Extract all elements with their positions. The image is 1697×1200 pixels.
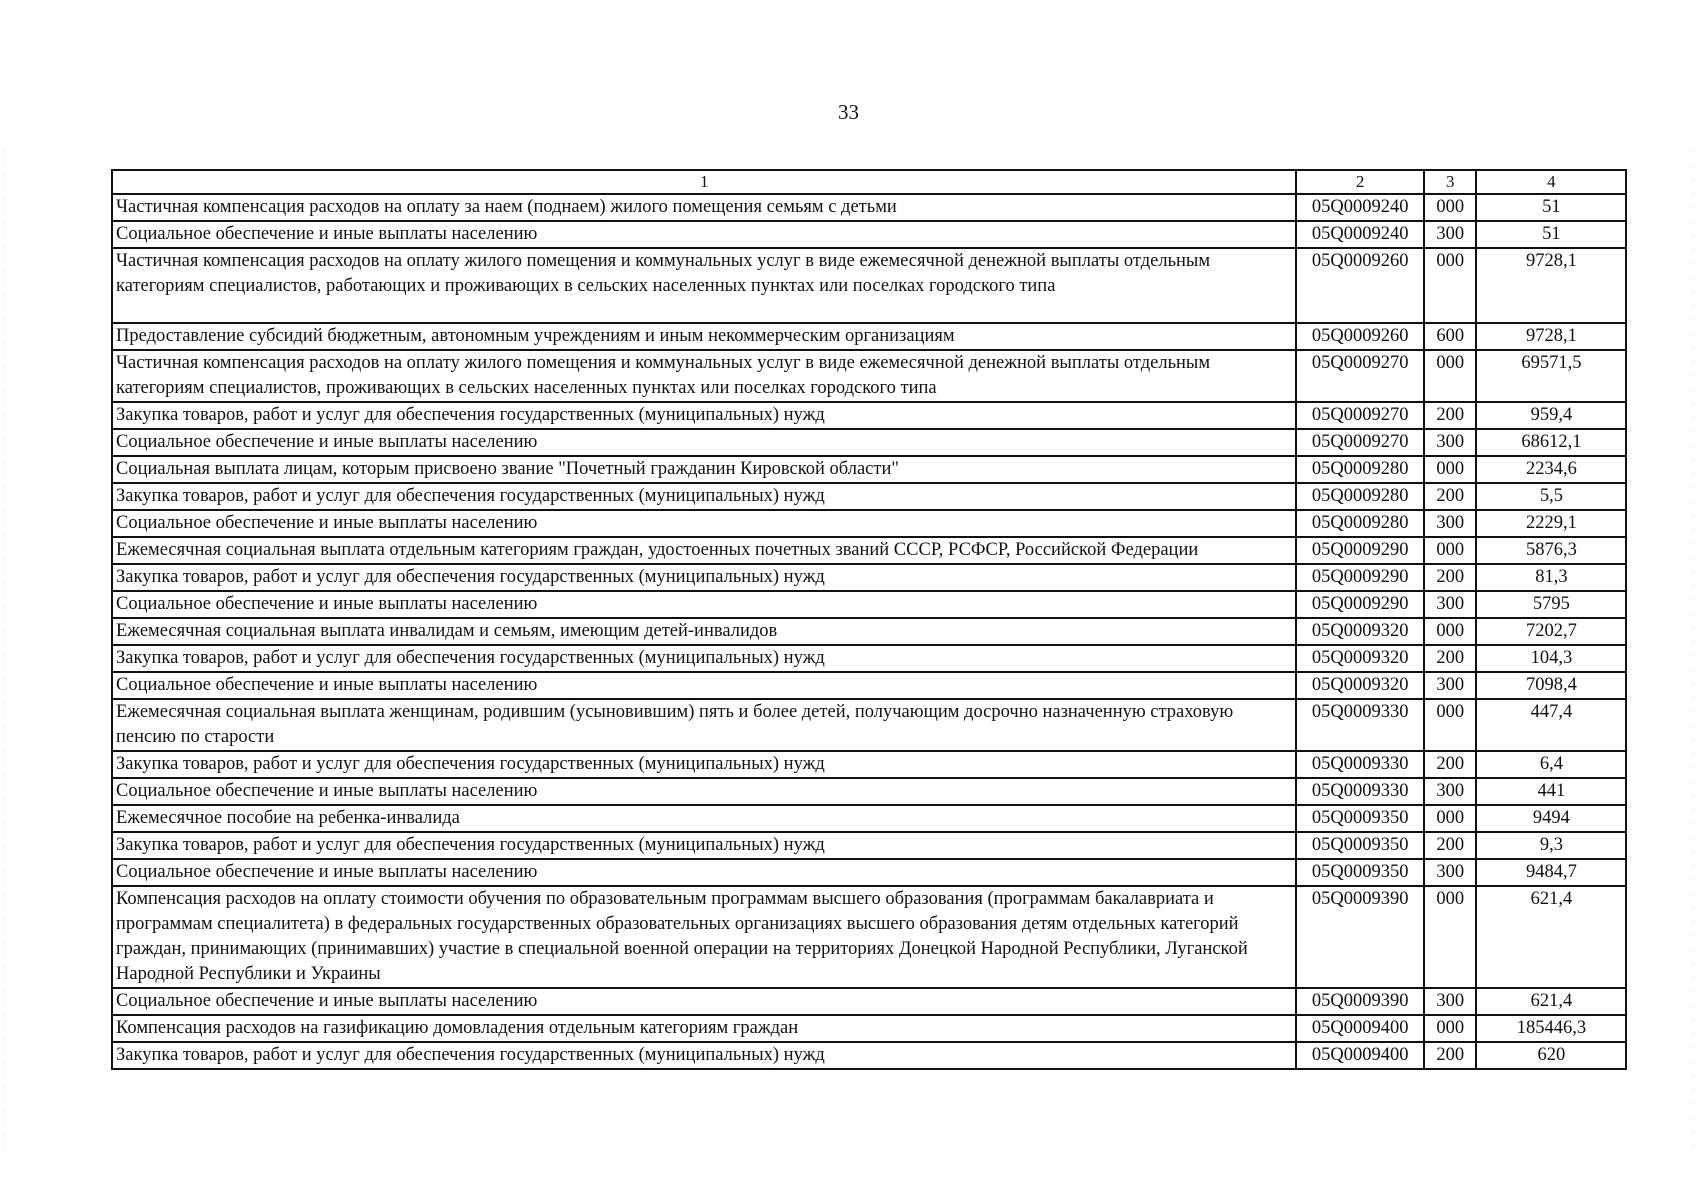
row-sum-cell: 69571,5 [1476,350,1626,402]
row-name-cell: Социальное обеспечение и иные выплаты населению [112,672,1296,699]
table-row [112,805,1626,832]
table-row [112,456,1626,483]
row-code-cell: 05Q0009240 [1296,194,1424,221]
row-code-cell: 05Q0009240 [1296,221,1424,248]
row-sum-cell: 5,5 [1476,483,1626,510]
row-sum-cell: 5876,3 [1476,537,1626,564]
row-type-cell: 200 [1424,751,1476,778]
table-row [112,1042,1626,1069]
table-row [112,248,1626,323]
row-type-cell: 200 [1424,564,1476,591]
row-type-cell: 300 [1424,672,1476,699]
row-sum-cell: 7202,7 [1476,618,1626,645]
table-row [112,221,1626,248]
row-name-cell: Ежемесячное пособие на ребенка-инвалида [112,805,1296,832]
row-sum-cell: 51 [1476,194,1626,221]
row-name-cell: Социальное обеспечение и иные выплаты населению [112,859,1296,886]
row-sum-cell: 9494 [1476,805,1626,832]
row-name-cell: Ежемесячная социальная выплата отдельным категориям граждан, удостоенных почетных званий СССР, РСФСР, Российской Федерации [112,537,1296,564]
row-sum-cell: 959,4 [1476,402,1626,429]
row-type-cell: 000 [1424,618,1476,645]
row-name-cell: Закупка товаров, работ и услуг для обеспечения государственных (муниципальных) нужд [112,832,1296,859]
row-name-cell: Частичная компенсация расходов на оплату жилого помещения и коммунальных услуг в виде ежемесячной денежной выплаты отдельным категориям специалистов, работающих и проживающих в сельских населенных пунктах или поселках городского типа [112,248,1296,323]
row-name-cell: Социальная выплата лицам, которым присвоено звание "Почетный гражданин Кировской области" [112,456,1296,483]
row-sum-cell: 2229,1 [1476,510,1626,537]
row-sum-cell: 447,4 [1476,699,1626,751]
table-row [112,402,1626,429]
row-code-cell: 05Q0009330 [1296,751,1424,778]
row-name-cell: Предоставление субсидий бюджетным, автономным учреждениям и иным некоммерческим организациям [112,323,1296,350]
row-code-cell: 05Q0009400 [1296,1015,1424,1042]
row-type-cell: 200 [1424,832,1476,859]
row-type-cell: 200 [1424,402,1476,429]
row-code-cell: 05Q0009290 [1296,564,1424,591]
budget-table [111,169,1627,1070]
row-type-cell: 000 [1424,248,1476,323]
row-sum-cell: 9728,1 [1476,248,1626,323]
row-sum-cell: 6,4 [1476,751,1626,778]
row-name-cell: Закупка товаров, работ и услуг для обеспечения государственных (муниципальных) нужд [112,483,1296,510]
row-code-cell: 05Q0009260 [1296,248,1424,323]
row-type-cell: 000 [1424,699,1476,751]
row-name-cell: Закупка товаров, работ и услуг для обеспечения государственных (муниципальных) нужд [112,645,1296,672]
table-header-row [112,170,1626,194]
row-sum-cell: 621,4 [1476,988,1626,1015]
table-row [112,194,1626,221]
row-type-cell: 300 [1424,429,1476,456]
row-code-cell: 05Q0009290 [1296,591,1424,618]
row-code-cell: 05Q0009270 [1296,402,1424,429]
row-code-cell: 05Q0009400 [1296,1042,1424,1069]
row-type-cell: 300 [1424,988,1476,1015]
row-sum-cell: 620 [1476,1042,1626,1069]
row-code-cell: 05Q0009270 [1296,350,1424,402]
table-row [112,323,1626,350]
row-name-cell: Закупка товаров, работ и услуг для обеспечения государственных (муниципальных) нужд [112,402,1296,429]
row-sum-cell: 185446,3 [1476,1015,1626,1042]
row-sum-cell: 5795 [1476,591,1626,618]
column-header-4: 4 [1476,170,1626,194]
table-row [112,832,1626,859]
row-name-cell: Социальное обеспечение и иные выплаты населению [112,510,1296,537]
row-sum-cell: 104,3 [1476,645,1626,672]
row-type-cell: 000 [1424,456,1476,483]
row-name-cell: Частичная компенсация расходов на оплату жилого помещения и коммунальных услуг в виде ежемесячной денежной выплаты отдельным категориям специалистов, проживающих в сельских населенных пунктах или поселках городского типа [112,350,1296,402]
row-code-cell: 05Q0009390 [1296,886,1424,988]
row-sum-cell: 9484,7 [1476,859,1626,886]
row-name-cell: Социальное обеспечение и иные выплаты населению [112,988,1296,1015]
table-row [112,564,1626,591]
row-code-cell: 05Q0009280 [1296,483,1424,510]
row-type-cell: 000 [1424,886,1476,988]
table-row [112,510,1626,537]
table-row [112,350,1626,402]
row-sum-cell: 81,3 [1476,564,1626,591]
row-type-cell: 300 [1424,859,1476,886]
row-sum-cell: 9,3 [1476,832,1626,859]
row-type-cell: 200 [1424,1042,1476,1069]
row-code-cell: 05Q0009350 [1296,832,1424,859]
row-code-cell: 05Q0009390 [1296,988,1424,1015]
row-name-cell: Социальное обеспечение и иные выплаты населению [112,778,1296,805]
row-code-cell: 05Q0009350 [1296,859,1424,886]
row-type-cell: 000 [1424,350,1476,402]
table-row [112,618,1626,645]
row-name-cell: Ежемесячная социальная выплата инвалидам и семьям, имеющим детей-инвалидов [112,618,1296,645]
row-code-cell: 05Q0009350 [1296,805,1424,832]
row-type-cell: 000 [1424,537,1476,564]
table-row [112,859,1626,886]
row-type-cell: 300 [1424,591,1476,618]
row-code-cell: 05Q0009320 [1296,618,1424,645]
row-name-cell: Социальное обеспечение и иные выплаты населению [112,429,1296,456]
table-row [112,537,1626,564]
column-header-2: 2 [1296,170,1424,194]
row-name-cell: Компенсация расходов на газификацию домовладения отдельным категориям граждан [112,1015,1296,1042]
row-code-cell: 05Q0009320 [1296,645,1424,672]
table-row [112,886,1626,988]
table-row [112,672,1626,699]
row-code-cell: 05Q0009260 [1296,323,1424,350]
row-type-cell: 000 [1424,1015,1476,1042]
row-type-cell: 300 [1424,221,1476,248]
row-sum-cell: 441 [1476,778,1626,805]
row-type-cell: 200 [1424,645,1476,672]
row-code-cell: 05Q0009330 [1296,778,1424,805]
row-name-cell: Закупка товаров, работ и услуг для обеспечения государственных (муниципальных) нужд [112,1042,1296,1069]
row-name-cell: Компенсация расходов на оплату стоимости обучения по образовательным программам высшего образования (программам бакалавриата и программам специалитета) в федеральных государственных образовательных организациях высшего образования детям отдельных категорий граждан, принимающих (принимавших) участие в специальной военной операции на территориях Донецкой Народной Республики, Луганской Народной Республики и Украины [112,886,1296,988]
row-name-cell: Закупка товаров, работ и услуг для обеспечения государственных (муниципальных) нужд [112,751,1296,778]
row-type-cell: 300 [1424,778,1476,805]
row-sum-cell: 621,4 [1476,886,1626,988]
row-name-cell: Частичная компенсация расходов на оплату за наем (поднаем) жилого помещения семьям с детьми [112,194,1296,221]
table-row [112,699,1626,751]
column-header-3: 3 [1424,170,1476,194]
row-code-cell: 05Q0009280 [1296,510,1424,537]
table-row [112,645,1626,672]
row-name-cell: Закупка товаров, работ и услуг для обеспечения государственных (муниципальных) нужд [112,564,1296,591]
table-row [112,1015,1626,1042]
row-name-cell: Ежемесячная социальная выплата женщинам, родившим (усыновившим) пять и более детей, получающим досрочно назначенную страховую пенсию по старости [112,699,1296,751]
table-row [112,988,1626,1015]
table-row [112,778,1626,805]
column-header-1: 1 [112,170,1296,194]
table-row [112,429,1626,456]
row-sum-cell: 7098,4 [1476,672,1626,699]
row-code-cell: 05Q0009320 [1296,672,1424,699]
row-code-cell: 05Q0009290 [1296,537,1424,564]
budget-table-body [112,170,1626,1069]
row-sum-cell: 9728,1 [1476,323,1626,350]
row-code-cell: 05Q0009270 [1296,429,1424,456]
table-row [112,483,1626,510]
row-type-cell: 300 [1424,510,1476,537]
row-name-cell: Социальное обеспечение и иные выплаты населению [112,591,1296,618]
row-type-cell: 000 [1424,194,1476,221]
page-number: 33 [838,100,859,124]
row-type-cell: 200 [1424,483,1476,510]
row-code-cell: 05Q0009330 [1296,699,1424,751]
table-row [112,591,1626,618]
row-type-cell: 600 [1424,323,1476,350]
row-name-cell: Социальное обеспечение и иные выплаты населению [112,221,1296,248]
row-code-cell: 05Q0009280 [1296,456,1424,483]
table-row [112,751,1626,778]
row-sum-cell: 2234,6 [1476,456,1626,483]
row-sum-cell: 51 [1476,221,1626,248]
row-type-cell: 000 [1424,805,1476,832]
row-sum-cell: 68612,1 [1476,429,1626,456]
